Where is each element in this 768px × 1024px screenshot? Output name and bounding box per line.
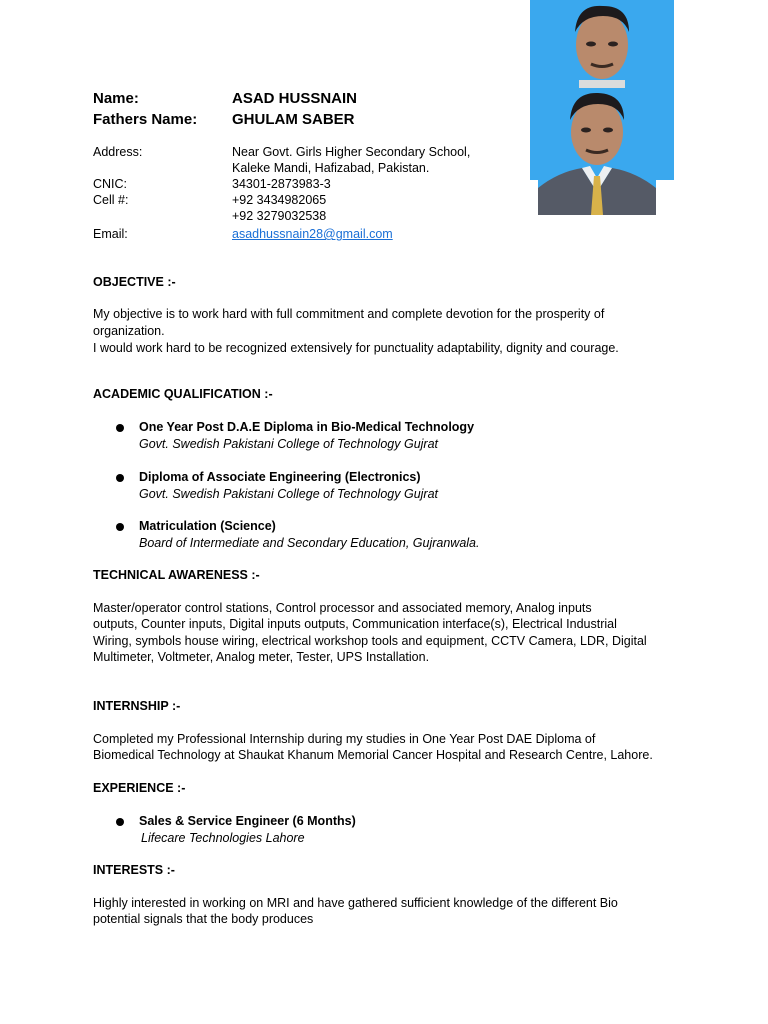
- profile-photo-small: [563, 0, 641, 88]
- email-label: Email:: [93, 227, 128, 241]
- bullet-icon: [116, 424, 124, 432]
- academic-item-2-title: Diploma of Associate Engineering (Electronics): [139, 470, 421, 484]
- cell-label: Cell #:: [93, 193, 129, 207]
- cell-value-1: +92 3434982065: [232, 193, 327, 207]
- internship-heading: INTERNSHIP :-: [93, 699, 181, 713]
- technical-heading: TECHNICAL AWARENESS :-: [93, 568, 260, 582]
- profile-photo-large: [538, 88, 656, 215]
- bullet-icon: [116, 474, 124, 482]
- academic-item-1-title: One Year Post D.A.E Diploma in Bio-Medical Technology: [139, 420, 475, 434]
- experience-heading: EXPERIENCE :-: [93, 781, 186, 795]
- objective-line-1: My objective is to work hard with full commitment and complete devotion for the prosperity of: [93, 307, 605, 321]
- internship-line-1: Completed my Professional Internship during my studies in One Year Post DAE Diploma of: [93, 732, 596, 746]
- address-label: Address:: [93, 145, 143, 159]
- interests-line-1: Highly interested in working on MRI and have gathered sufficient knowledge of the different Bio: [93, 896, 618, 910]
- objective-line-3: I would work hard to be recognized extensively for punctuality adaptability, dignity and courage.: [93, 341, 619, 355]
- academic-item-1-institute: Govt. Swedish Pakistani College of Technology Gujrat: [139, 437, 439, 451]
- father-name-value: GHULAM SABER: [232, 111, 355, 128]
- bullet-icon: [116, 818, 124, 826]
- academic-item-2-institute: Govt. Swedish Pakistani College of Technology Gujrat: [139, 487, 439, 501]
- technical-line-3: Wiring, symbols house wiring, electrical workshop tools and equipment, CCTV Camera, LDR, Digital: [93, 634, 647, 648]
- internship-line-2: Biomedical Technology at Shaukat Khanum Memorial Cancer Hospital and Research Centre, Lahore.: [93, 748, 653, 762]
- academic-heading: ACADEMIC QUALIFICATION :-: [93, 387, 273, 401]
- technical-line-4: Multimeter, Voltmeter, Analog meter, Tester, UPS Installation.: [93, 650, 430, 664]
- academic-item-3-title: Matriculation (Science): [139, 519, 276, 533]
- technical-line-1: Master/operator control stations, Control processor and associated memory, Analog inputs: [93, 601, 592, 615]
- name-value: ASAD HUSSNAIN: [232, 90, 358, 107]
- bullet-icon: [116, 523, 124, 531]
- objective-line-2: organization.: [93, 324, 165, 338]
- cell-value-2: +92 3279032538: [232, 209, 327, 223]
- father-name-label: Fathers Name:: [93, 111, 198, 128]
- technical-line-2: outputs, Counter inputs, Digital inputs outputs, Communication interface(s), Electrical Industrial: [93, 617, 617, 631]
- objective-heading: OBJECTIVE :-: [93, 275, 176, 289]
- academic-item-3-institute: Board of Intermediate and Secondary Education, Gujranwala.: [139, 536, 480, 550]
- address-line-1: Near Govt. Girls Higher Secondary School,: [232, 145, 471, 159]
- experience-item-1-company: Lifecare Technologies Lahore: [141, 831, 305, 845]
- name-label: Name:: [93, 90, 139, 107]
- email-link[interactable]: asadhussnain28@gmail.com: [232, 227, 393, 241]
- experience-item-1-title: Sales & Service Engineer (6 Months): [139, 814, 356, 828]
- cnic-value: 34301-2873983-3: [232, 177, 331, 191]
- cnic-label: CNIC:: [93, 177, 128, 191]
- address-line-2: Kaleke Mandi, Hafizabad, Pakistan.: [232, 161, 430, 175]
- interests-heading: INTERESTS :-: [93, 863, 175, 877]
- interests-line-2: potential signals that the body produces: [93, 912, 314, 926]
